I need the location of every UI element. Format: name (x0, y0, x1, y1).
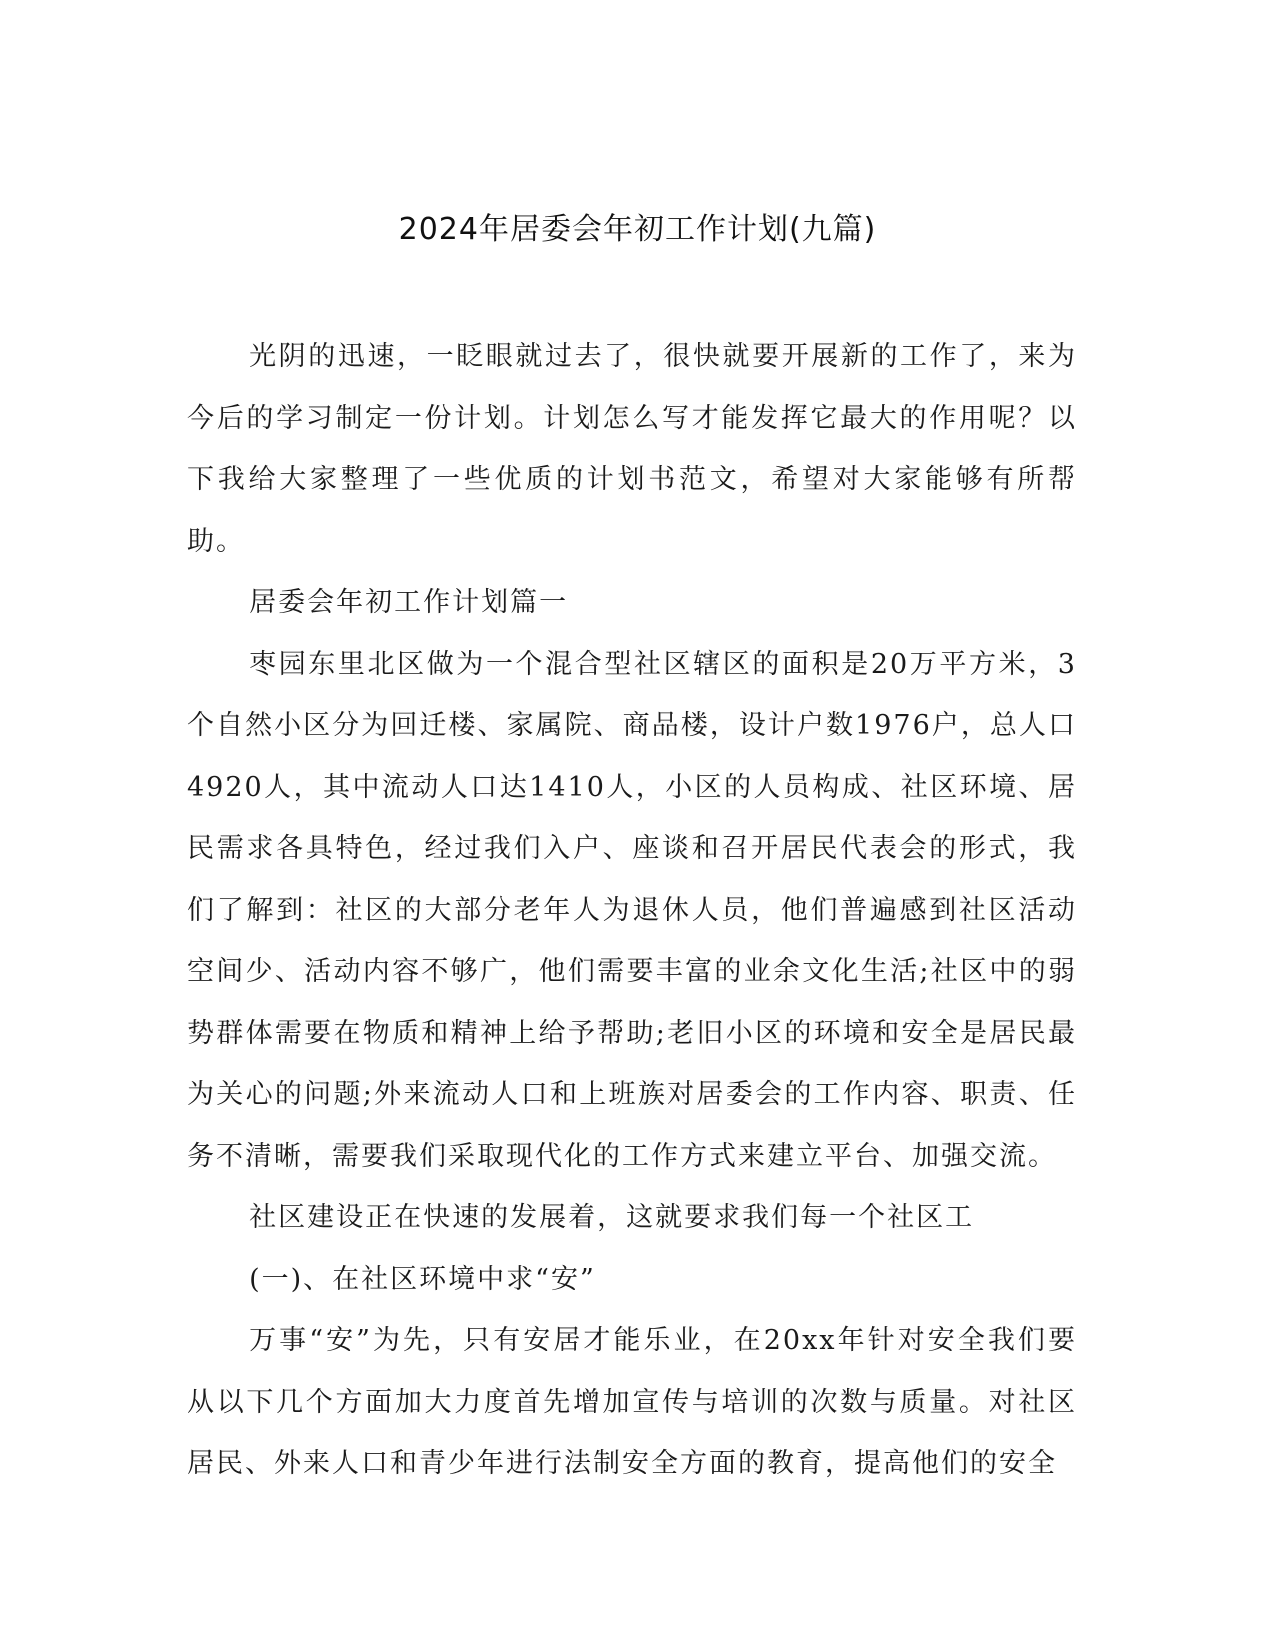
section-heading: 居委会年初工作计划篇一 (249, 587, 569, 618)
body-paragraph: 万事“安”为先，只有安居才能乐业，在20xx年针对安全我们要从以下几个方面加大力度首先增加宣传与培训的次数与质量。对社区居民、外来人口和青少年进行法制安全方面的教育，提高他们的安全 (187, 1325, 1077, 1479)
document-body (187, 326, 1077, 1495)
intro-paragraph: 光阴的迅速，一眨眼就过去了，很快就要开展新的工作了，来为今后的学习制定一份计划。计划怎么写才能发挥它最大的作用呢？以下我给大家整理了一些优质的计划书范文，希望对大家能够有所帮助。 (187, 341, 1077, 557)
subsection-heading: (一)、在社区环境中求“安” (249, 1263, 596, 1295)
body-paragraph: 枣园东里北区做为一个混合型社区辖区的面积是20万平方米，3个自然小区分为回迁楼、家属院、商品楼，设计户数1976户，总人口4920人，其中流动人口达1410人，小区的人员构成、社区环境、居民需求各具特色，经过我们入户、座谈和召开居民代表会的形式，我们了解到：社区的大部分老年人为退休人员，他们普遍感到社区活动空间少、活动内容不够广，他们需要丰富的业余文化生活;社区中的弱势群体需要在物质和精神上给予帮助;老旧小区的环境和安全是居民最为关心的问题;外来流动人口和上班族对居委会的工作内容、职责、任务不清晰，需要我们采取现代化的工作方式来建立平台、加强交流。 (187, 648, 1077, 1172)
document-title: 2024年居委会年初工作计划(九篇) (398, 212, 877, 247)
body-paragraph: 社区建设正在快速的发展着，这就要求我们每一个社区工 (249, 1202, 975, 1233)
